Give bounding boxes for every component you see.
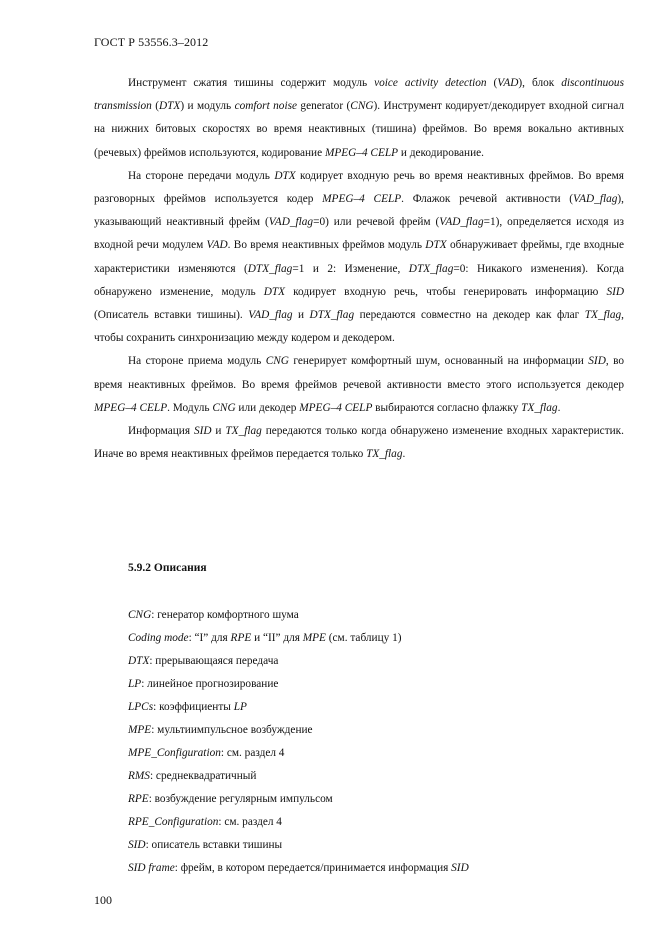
italic-term: MPEG–4 CELP	[324, 146, 399, 159]
definition-text	[221, 747, 285, 759]
text-run: На стороне приема модуль	[128, 355, 266, 368]
text-run: . Модуль	[167, 401, 213, 414]
definition-term: SID frame	[128, 862, 175, 874]
italic-term: voice activity detection	[374, 77, 487, 89]
text-run: .	[402, 448, 406, 461]
definition-item	[128, 673, 469, 696]
definition-term: RPE_Configuration	[128, 816, 219, 828]
definition-term: CNG	[128, 609, 152, 621]
text-run: : см. раздел 4	[220, 747, 285, 759]
definition-term: LP	[128, 678, 142, 690]
text-run: , чтобы сохранить синхронизацию между кодером и декодером.	[94, 309, 624, 345]
text-run: и декодирование.	[398, 146, 484, 159]
definition-text	[153, 701, 247, 713]
italic-term: SID	[606, 285, 625, 298]
italic-term: DTX	[425, 239, 447, 252]
italic-term: comfort noise	[234, 100, 297, 113]
definition-text	[149, 655, 278, 667]
italic-term: CNG	[265, 355, 289, 368]
italic-term: CNG	[212, 401, 236, 414]
text-run: (	[151, 100, 159, 113]
page-number: 100	[94, 893, 112, 907]
definition-text	[141, 678, 278, 690]
text-run: =0: Никакого изменения). Когда обнаружено изменение, модуль	[94, 262, 624, 298]
italic-term: MPEG–4 CELP	[94, 401, 168, 414]
text-run: (Описатель вставки тишины).	[94, 309, 249, 322]
text-run: ), блок	[518, 77, 562, 89]
definition-item	[128, 857, 469, 880]
text-run: =0) или речевой фрейм (	[313, 216, 440, 229]
standard-code-header: ГОСТ Р 53556.3–2012	[94, 35, 209, 49]
italic-term: TX_flag	[521, 401, 558, 414]
text-run: (см. таблицу 1)	[325, 632, 402, 644]
text-run: : линейное прогнозирование	[141, 678, 279, 690]
definition-item	[128, 604, 469, 627]
text-run: : прерывающаяся передача	[149, 655, 279, 667]
text-run: : среднеквадратичный	[149, 770, 257, 782]
text-run: : фрейм, в котором передается/принимается информация	[174, 862, 452, 874]
text-run: обнаруживает фреймы, где входные характеристики изменяются (	[94, 239, 624, 275]
italic-term: LP	[233, 701, 247, 713]
italic-term: MPEG–4 CELP	[299, 401, 373, 414]
italic-term: SID	[451, 862, 469, 874]
text-run: ), указывающий неактивный фрейм (	[94, 193, 624, 229]
text-run: . Во время неактивных фреймов модуль	[227, 239, 426, 252]
definition-term: DTX	[128, 655, 150, 667]
italic-term: VAD_flag	[268, 216, 314, 229]
definition-text	[149, 793, 333, 805]
definition-item	[128, 627, 469, 650]
italic-term: TX_flag	[584, 309, 622, 322]
definition-text	[175, 862, 469, 874]
definition-text	[146, 839, 283, 851]
text-run: , во время неактивных фреймов. Во время фреймов речевой активности вместо этого используется декодер	[94, 355, 625, 391]
italic-term: VAD	[206, 239, 228, 252]
definition-item	[128, 765, 469, 788]
italic-term: DTX_flag	[309, 309, 355, 322]
definitions-list	[128, 604, 469, 880]
paragraph	[94, 350, 624, 420]
definition-text	[151, 724, 312, 736]
text-run: . Флажок речевой активности (	[401, 193, 574, 206]
italic-term: SID	[193, 425, 212, 438]
text-run: : коэффициенты	[153, 701, 234, 713]
definition-item	[128, 811, 469, 834]
italic-term: VAD	[497, 77, 519, 89]
paragraph	[94, 165, 624, 351]
italic-term: RPE	[230, 632, 252, 644]
italic-term: MPEG–4 CELP	[322, 193, 402, 206]
text-run: Инструмент сжатия тишины содержит модуль	[128, 77, 375, 89]
text-run: кодирует входную речь во время неактивных фреймов. Во время разговорных фреймов используется кодер	[94, 169, 625, 206]
text-run: и “II” для	[251, 632, 303, 644]
text-run: : описатель вставки тишины	[145, 839, 283, 851]
text-run: =1), определяется исходя из входной речи модулем	[94, 216, 624, 252]
definition-term: MPE	[128, 724, 152, 736]
text-run: и	[211, 425, 226, 438]
text-run: generator (	[297, 100, 351, 113]
text-run: ) и модуль	[180, 100, 235, 113]
text-run: Информация	[128, 425, 194, 438]
body-text	[94, 72, 624, 466]
text-run: .	[557, 401, 561, 414]
text-run: и	[292, 309, 310, 322]
italic-term: DTX	[263, 285, 286, 298]
text-run: : мультиимпульсное возбуждение	[151, 724, 313, 736]
italic-term: CNG	[350, 100, 374, 113]
definition-item	[128, 650, 469, 673]
definition-term: Coding mode	[128, 632, 189, 644]
definition-term: MPE_Configuration	[128, 747, 221, 759]
italic-term: MPE	[302, 632, 326, 644]
text-run: (	[486, 77, 498, 89]
italic-term: DTX	[158, 100, 181, 113]
italic-term: DTX_flag	[408, 262, 454, 275]
text-run: или декодер	[235, 401, 300, 414]
definition-text	[150, 770, 256, 782]
definition-term: SID	[128, 839, 146, 851]
text-run: кодирует входную речь, чтобы генерировать информацию	[285, 285, 607, 298]
section-heading: 5.9.2 Описания	[128, 562, 207, 574]
italic-term: VAD_flag	[248, 309, 293, 322]
text-run: : возбуждение регулярным импульсом	[148, 793, 333, 805]
definition-term: RPE	[128, 793, 149, 805]
text-run: выбираются согласно флажку	[372, 401, 522, 414]
text-run: генерирует комфортный шум, основанный на информации	[288, 355, 589, 368]
definition-item	[128, 719, 469, 742]
italic-term: SID	[588, 355, 606, 368]
definition-term: LPCs	[128, 701, 154, 713]
definition-term: RMS	[128, 770, 150, 782]
definition-item	[128, 834, 469, 857]
text-run: На стороне передачи модуль	[128, 169, 275, 182]
italic-term: VAD_flag	[439, 216, 484, 229]
italic-term: DTX_flag	[247, 262, 293, 275]
italic-term: VAD_flag	[573, 193, 618, 206]
italic-term: TX_flag	[366, 448, 403, 461]
italic-term: discontinuous transmission	[94, 77, 624, 113]
text-run: : “I” для	[188, 632, 231, 644]
italic-term: TX_flag	[225, 425, 262, 438]
text-run: : см. раздел 4	[218, 816, 282, 828]
definition-text	[218, 816, 282, 828]
definition-text	[151, 609, 299, 621]
definition-item	[128, 788, 469, 811]
text-run: : генератор комфортного шума	[151, 609, 299, 621]
paragraph	[94, 72, 624, 165]
definition-text	[189, 632, 402, 644]
text-run: =1 и 2: Изменение,	[292, 262, 409, 275]
italic-term: DTX	[274, 169, 296, 182]
text-run: ). Инструмент кодирует/декодирует входной сигнал на нижних битовых скоростях во время неактивных (тишина) фреймов. Во время вокально активных (речевых) фреймов используются, кодирование	[94, 100, 624, 159]
text-run: передаются совместно на декодер как флаг	[354, 309, 585, 322]
definition-item	[128, 696, 469, 719]
definition-item	[128, 742, 469, 765]
text-run: передаются только когда обнаружено изменение входных характеристик. Иначе во время неактивных фреймов передается только	[94, 425, 624, 461]
paragraph	[94, 420, 624, 466]
